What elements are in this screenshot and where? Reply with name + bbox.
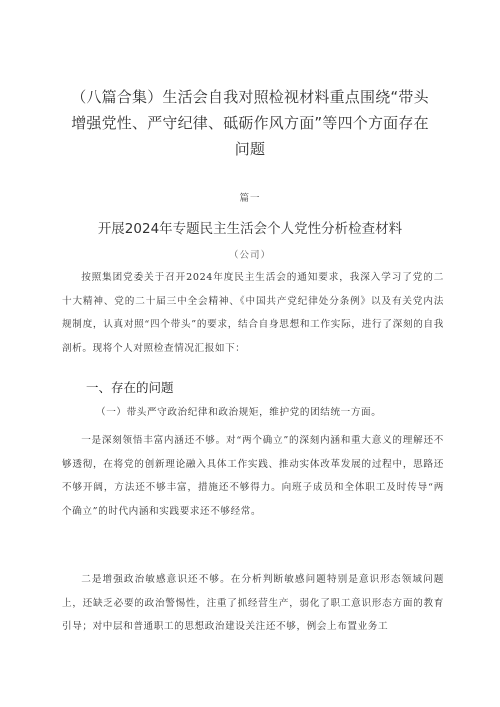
title-line-3: 问题: [234, 140, 266, 158]
title-line-1: （八篇合集）生活会自我对照检视材料重点围绕“带头: [71, 88, 429, 106]
paragraph-2: 二是增强政治敏感意识还不够。在分析判断敏感问题特别是意识形态领域问题上，还缺乏必要的政治警惕性，注重了抓经营生产，弱化了职工意识形态方面的教育引导；对中层和普通职工的思想政治建设关注还不够，例会上布置业务工: [62, 574, 444, 632]
paragraph-1: 一是深刻领悟丰富内涵还不够。对“两个确立”的深刻内涵和重大意义的理解还不够透彻，在将党的创新理论融入具体工作实践、推动实体改革发展的过程中，思路还不够开阔，方法还不够丰富，措施还不够得力。向班子成员和全体职工及时传导“两个确立”的时代内涵和实践要求还不够经常。: [62, 435, 444, 517]
section-label: 篇一: [239, 193, 261, 204]
paragraph-2-block: [62, 568, 444, 639]
heading-political-discipline: （一）带头严守政治纪律和政治规矩，维护党的团结统一方面。: [96, 407, 382, 418]
heading-problems: 一、存在的问题: [86, 380, 174, 395]
intro-paragraph: 按照集团党委关于召开2024年度民主生活会的通知要求，我深入学习了党的二十大精神、党的二十届三中全会精神、《中国共产党纪律处分条例》以及有关党内法规制度，认真对照“四个带头”的要求，结合自身思想和工作实际，进行了深刻的自我剖析。现将个人对照检查情况汇报如下：: [62, 272, 444, 354]
org-label: （公司）: [228, 250, 271, 261]
intro-paragraph-block: [62, 266, 444, 360]
paragraph-1-block: [62, 429, 444, 523]
title-line-2: 增强党性、严守纪律、砥砺作风方面”等四个方面存在: [71, 114, 429, 132]
article-subtitle: 开展2024年专题民主生活会个人党性分析检查材料: [97, 221, 403, 237]
document-title: [60, 84, 440, 162]
